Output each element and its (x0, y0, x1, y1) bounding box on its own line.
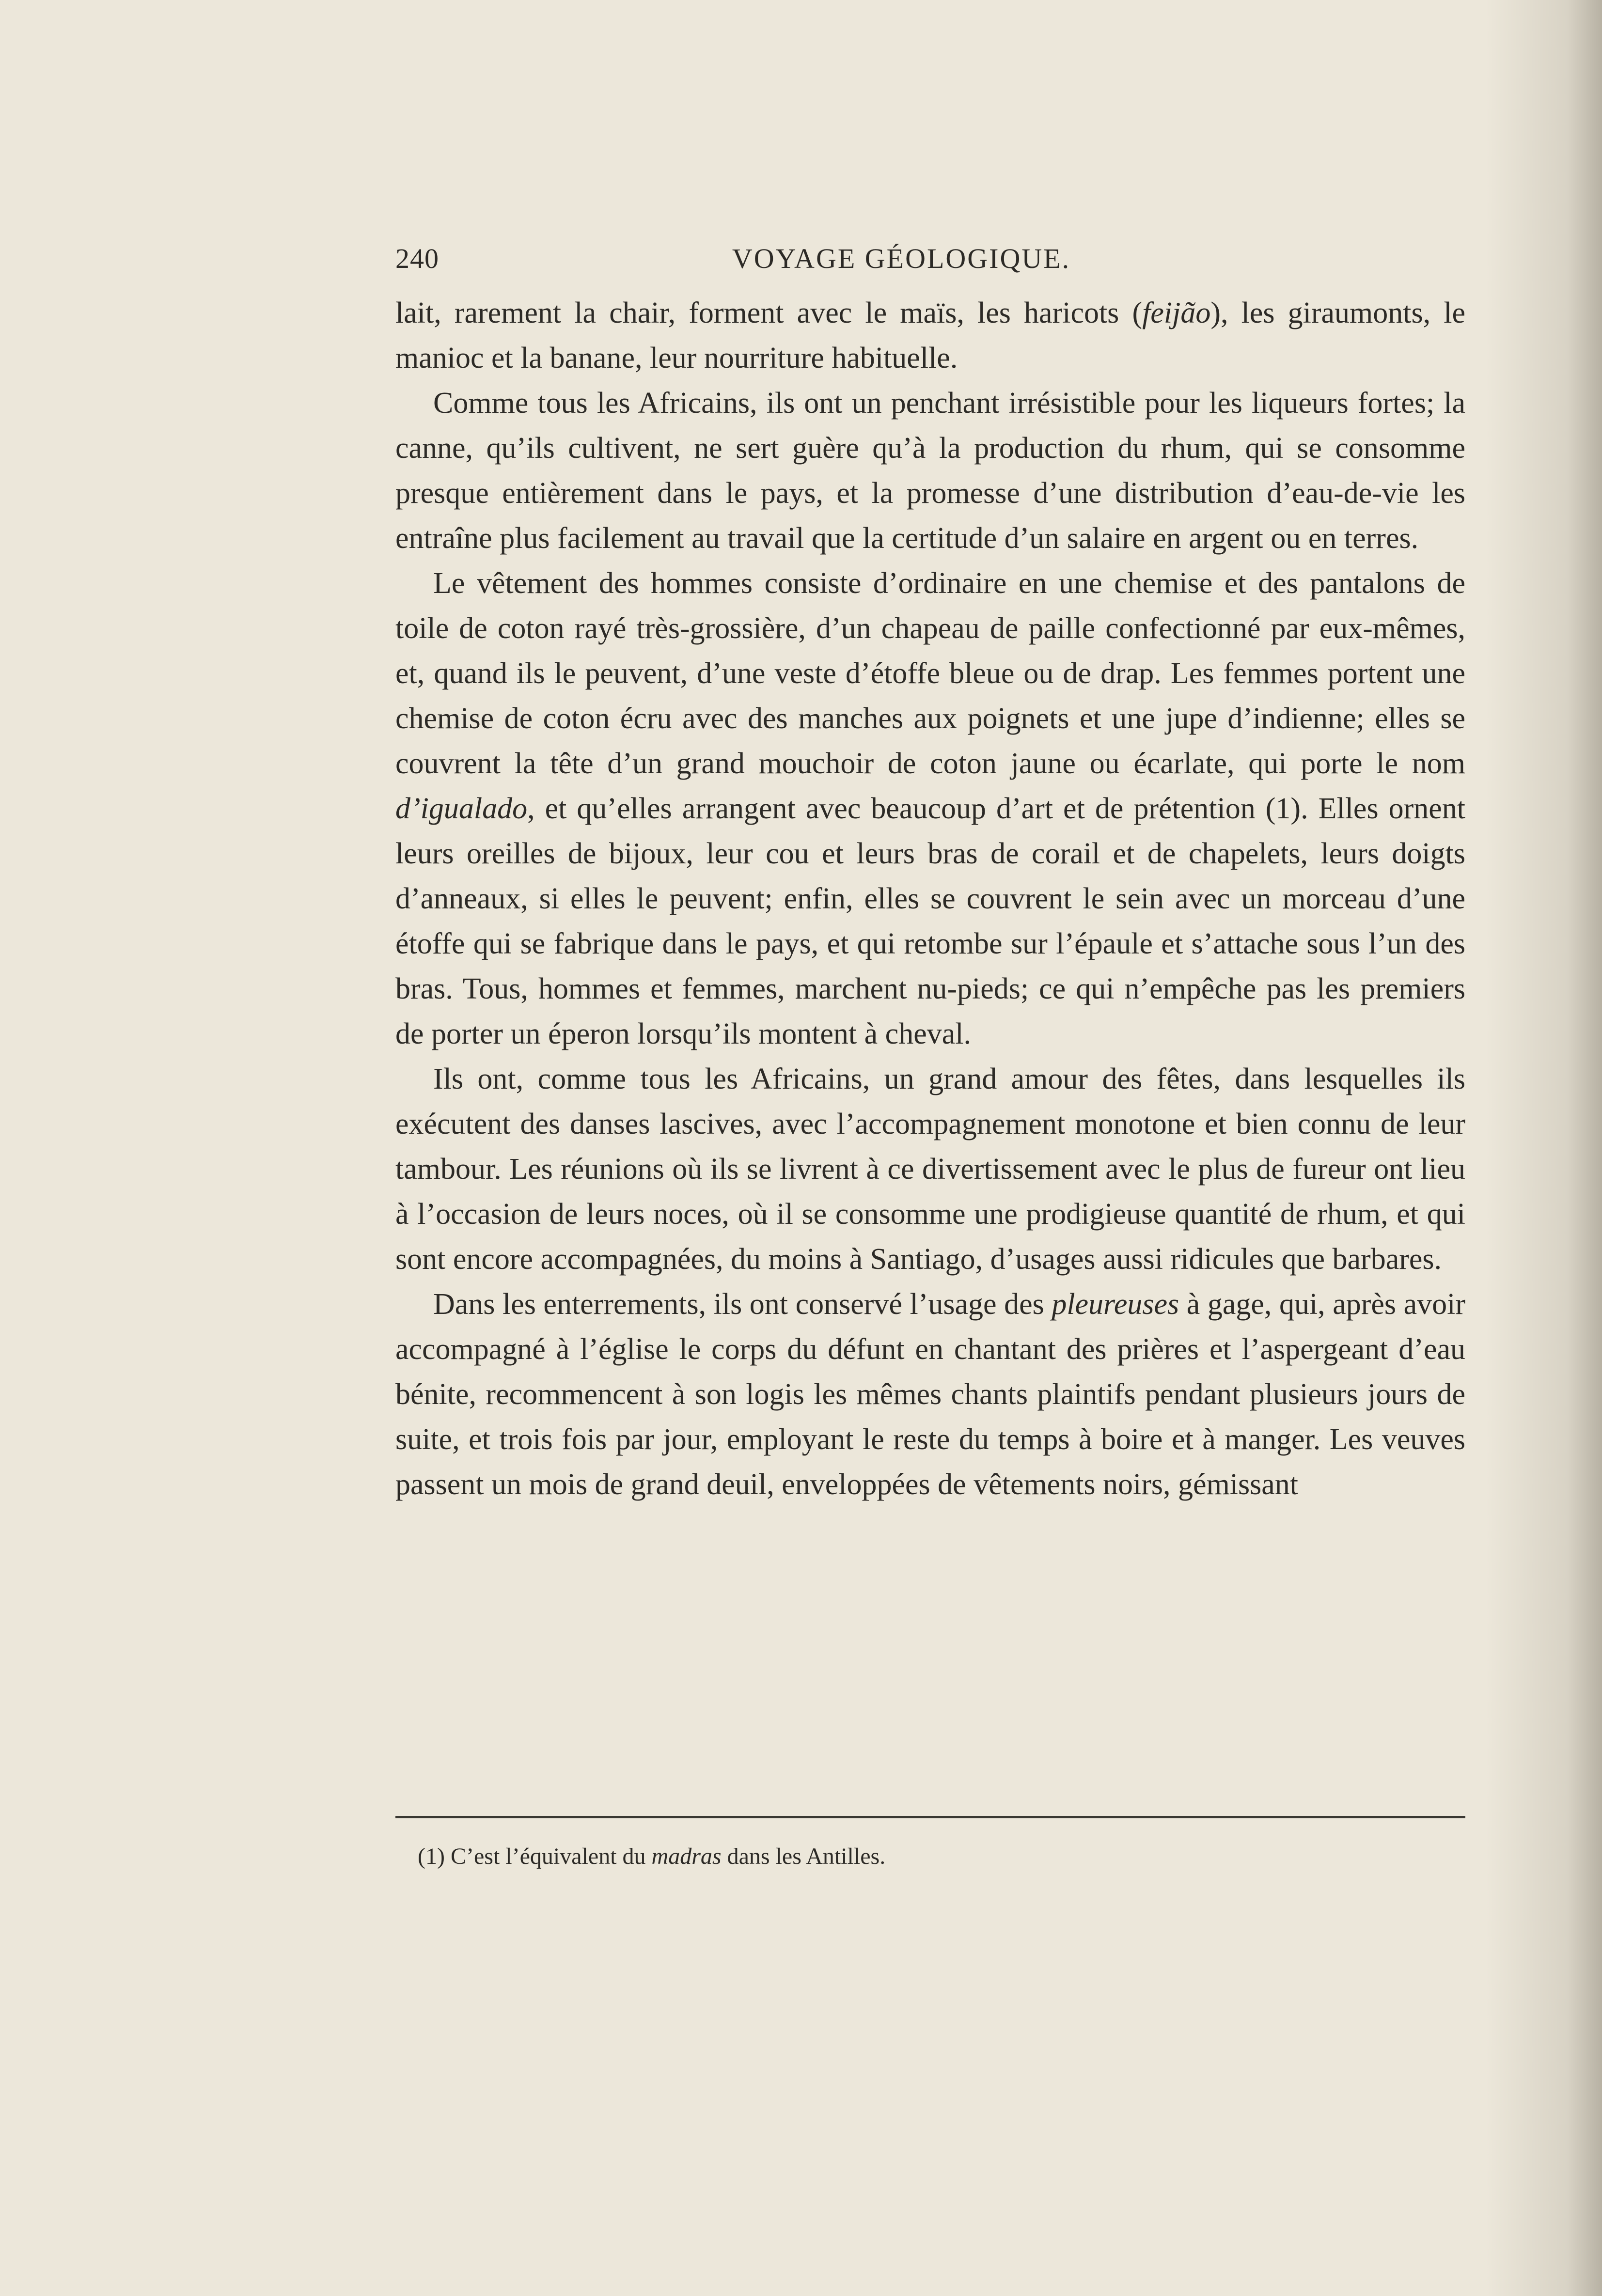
text-run: dans les Antilles. (721, 1843, 886, 1869)
italic-term: pleureuses (1052, 1288, 1179, 1321)
paragraph (395, 381, 1465, 561)
paragraph (395, 1057, 1465, 1282)
text-run: lait, rarement la chair, forment avec le maïs, les haricots ( (395, 297, 1143, 329)
italic-term: madras (651, 1843, 722, 1869)
page-header (395, 242, 1465, 289)
italic-term: feijão (1142, 297, 1211, 329)
page-number: 240 (395, 243, 439, 274)
text-run: , et qu’elles arrangent avec beaucoup d’art et de prétention (1). Elles ornent leurs oreilles de bijoux, leur cou et leurs bras de corail et de chapelets, leurs doigts d’anneaux, si elles le peuvent; enfin, elles se couvrent le sein avec un morceau d’une étoffe qui se fabrique dans le pays, et qui retombe sur l’épaule et s’attache sous l’un des bras. Tous, hommes et femmes, marchent nu-pieds; ce qui n’empêche pas les premiers de porter un éperon lorsqu’ils montent à cheval. (395, 792, 1465, 1050)
body-text (395, 291, 1465, 1507)
text-run: à gage, qui, après avoir accompagné à l’église le corps du défunt en chantant des prières et l’aspergeant d’eau bénite, recommencent à son logis les mêmes chants plaintifs pendant plusieurs jours de suite, et trois fois par jour, employant le reste du temps à boire et à manger. Les veuves passent un mois de grand deuil, enveloppées de vêtements noirs, gémissant (395, 1288, 1465, 1501)
footnote-rule (395, 1816, 1465, 1818)
text-run: Dans les enterrements, ils ont conservé l’usage des (433, 1288, 1052, 1321)
paragraph (395, 291, 1465, 381)
running-title: VOYAGE GÉOLOGIQUE. (732, 243, 1071, 274)
text-run: Comme tous les Africains, ils ont un penchant irrésistible pour les liqueurs fortes; la canne, qu’ils cultivent, ne sert guère qu’à la production du rhum, qui se consomme presque entièrement dans le pays, et la promesse d’une distribution d’eau-de-vie les entraîne plus facilement au travail que la certitude d’un salaire en argent ou en terres. (395, 387, 1465, 555)
footnote (418, 1841, 1464, 1872)
paragraph (395, 1282, 1465, 1507)
paragraph (395, 561, 1465, 1057)
text-run: ), les giraumonts, le manioc et la banane, leur nourriture habituelle. (395, 297, 1466, 375)
page-edge-shadow (1486, 0, 1602, 2296)
text-run: Ils ont, comme tous les Africains, un grand amour des fêtes, dans lesquelles ils exécutent des danses lascives, avec l’accompagnement monotone et bien connu de leur tambour. Les réunions où ils se livrent à ce divertissement avec le plus de fureur ont lieu à l’occasion de leurs noces, où il se consomme une prodigieuse quantité de rhum, et qui sont encore accompagnées, du moins à Santiago, d’usages aussi ridicules que barbares. (395, 1062, 1465, 1276)
text-run: Le vêtement des hommes consiste d’ordinaire en une chemise et des pantalons de toile de coton rayé très-grossière, d’un chapeau de paille confectionné par eux-mêmes, et, quand ils le peuvent, d’une veste d’étoffe bleue ou de drap. Les femmes portent une chemise de coton écru avec des manches aux poignets et une jupe d’indienne; elles se couvrent la tête d’un grand mouchoir de coton jaune ou écarlate, qui porte le nom (395, 567, 1465, 780)
italic-term: d’igualado (395, 792, 528, 825)
text-run: (1) C’est l’équivalent du (418, 1843, 652, 1869)
